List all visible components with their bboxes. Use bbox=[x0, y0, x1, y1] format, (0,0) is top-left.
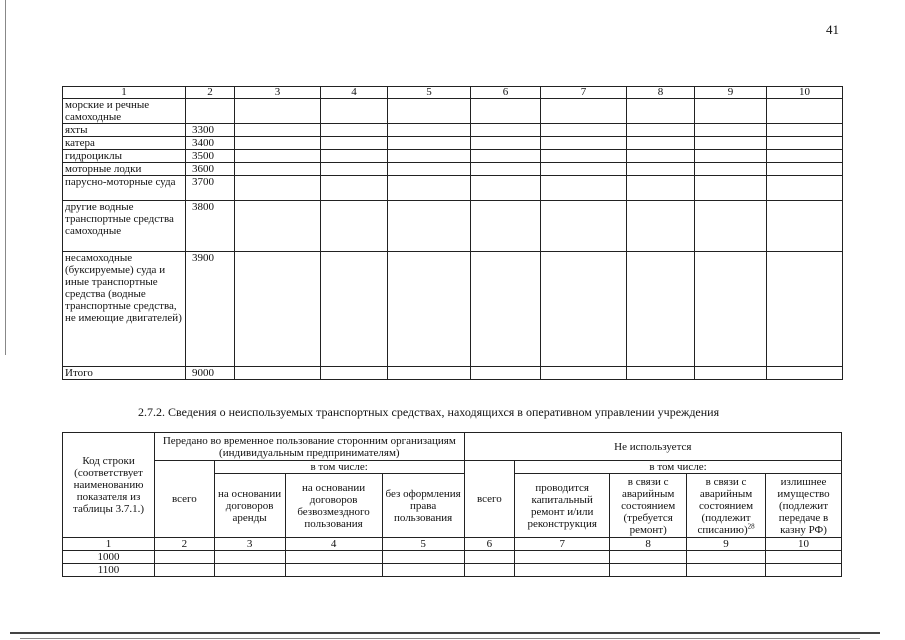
header-no-right: без оформления права пользования bbox=[382, 474, 464, 538]
table-row bbox=[63, 252, 843, 367]
row-name: парусно-моторные суда bbox=[63, 176, 186, 201]
row-name: моторные лодки bbox=[63, 163, 186, 176]
row-code: 3300 bbox=[186, 124, 235, 137]
row-name: гидроциклы bbox=[63, 150, 186, 163]
row-code: 3400 bbox=[186, 137, 235, 150]
table-row bbox=[63, 137, 843, 150]
header-surplus: излишнее имущество (подлежит передаче в казну РФ) bbox=[766, 474, 842, 538]
table-row bbox=[63, 150, 843, 163]
row-code bbox=[186, 99, 235, 124]
col-number: 5 bbox=[382, 538, 464, 551]
row-name: яхты bbox=[63, 124, 186, 137]
col-number: 2 bbox=[186, 87, 235, 99]
table-row bbox=[63, 176, 843, 201]
table-row bbox=[63, 201, 843, 252]
header-unused: Не используется bbox=[464, 433, 841, 461]
header-repair: проводится капитальный ремонт и/или реконструкция bbox=[515, 474, 610, 538]
col-number: 2 bbox=[155, 538, 215, 551]
col-number: 9 bbox=[687, 538, 766, 551]
row-code: 3600 bbox=[186, 163, 235, 176]
row-name: морские и речные самоходные bbox=[63, 99, 186, 124]
unused-vehicles-table bbox=[62, 432, 842, 577]
row-code: 3500 bbox=[186, 150, 235, 163]
header-code: Код строки (соответствует наименованию показателя из таблицы 3.7.1.) bbox=[63, 433, 155, 538]
total-row bbox=[63, 367, 843, 380]
header-including: в том числе: bbox=[515, 461, 842, 474]
col-number: 7 bbox=[515, 538, 610, 551]
row-code: 1000 bbox=[63, 551, 155, 564]
page-number: 41 bbox=[826, 22, 839, 37]
col-number: 6 bbox=[471, 87, 541, 99]
col-number: 8 bbox=[627, 87, 695, 99]
row-code: 3700 bbox=[186, 176, 235, 201]
col-number: 10 bbox=[766, 538, 842, 551]
col-number: 10 bbox=[767, 87, 843, 99]
row-code: 3900 bbox=[186, 252, 235, 367]
table-row bbox=[63, 99, 843, 124]
col-number: 4 bbox=[285, 538, 382, 551]
column-number-row bbox=[63, 87, 843, 99]
header-emergency-repair: в связи с аварийным состоянием (требуется ремонт) bbox=[610, 474, 687, 538]
col-number: 1 bbox=[63, 87, 186, 99]
page-bottom-rule bbox=[10, 632, 880, 634]
header-including: в том числе: bbox=[214, 461, 464, 474]
header-total: всего bbox=[155, 461, 215, 538]
table-row bbox=[63, 163, 843, 176]
row-name: другие водные транспортные средства самоходные bbox=[63, 201, 186, 252]
header-row-1 bbox=[63, 433, 842, 461]
header-free-use: на основании договоров безвозмездного пользования bbox=[285, 474, 382, 538]
footnote-mark: 28 bbox=[747, 521, 755, 530]
header-total: всего bbox=[464, 461, 515, 538]
header-transferred: Передано во временное пользование сторонним организациям (индивидуальным предпринимателям) bbox=[155, 433, 465, 461]
scan-edge-line bbox=[5, 0, 6, 355]
row-code: 9000 bbox=[186, 367, 235, 380]
col-number: 7 bbox=[541, 87, 627, 99]
col-number: 3 bbox=[214, 538, 285, 551]
col-number: 3 bbox=[235, 87, 321, 99]
col-number: 6 bbox=[464, 538, 515, 551]
col-number: 9 bbox=[695, 87, 767, 99]
col-number: 5 bbox=[388, 87, 471, 99]
col-number: 1 bbox=[63, 538, 155, 551]
header-lease: на основании договоров аренды bbox=[214, 474, 285, 538]
header-row-2 bbox=[63, 461, 842, 474]
header-emergency-writeoff: в связи с аварийным состоянием (подлежит списанию)$^{28}$ bbox=[687, 474, 766, 538]
row-name: катера bbox=[63, 137, 186, 150]
row-name: несамоходные (буксируемые) суда и иные транспортные средства (водные транспортные средства, не имеющие двигателей) bbox=[63, 252, 186, 367]
page-bottom-rule bbox=[20, 638, 860, 639]
row-name: Итого bbox=[63, 367, 186, 380]
col-number: 4 bbox=[321, 87, 388, 99]
table-row bbox=[63, 551, 842, 564]
vehicles-table bbox=[62, 86, 843, 380]
section-heading: 2.7.2. Сведения о неиспользуемых транспортных средствах, находящихся в оперативном управлении учреждения bbox=[138, 405, 720, 419]
row-code: 1100 bbox=[63, 564, 155, 577]
column-number-row bbox=[63, 538, 842, 551]
col-number: 8 bbox=[610, 538, 687, 551]
table-row bbox=[63, 564, 842, 577]
table-row bbox=[63, 124, 843, 137]
row-code: 3800 bbox=[186, 201, 235, 252]
